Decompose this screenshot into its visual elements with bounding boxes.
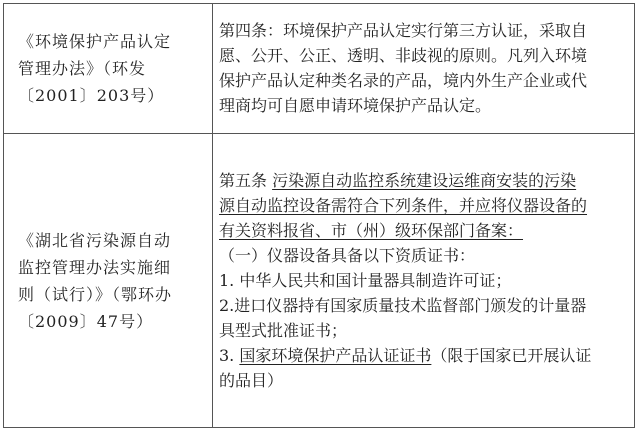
law-name-line: 《湖北省污染源自动 (18, 230, 172, 250)
underlined-text: 国家环境保护产品认证证书 (239, 345, 432, 365)
law-name-line: 则（试行）》（鄂环办 (18, 284, 173, 304)
article-line: 源自动监控设备需符合下列条件，并应将仪器设备的 (219, 195, 588, 215)
article-line (219, 168, 628, 193)
article-line: （一）仪器设备具备以下资质证书： (219, 245, 476, 265)
article-text: （限于国家已开展认证 (431, 345, 592, 365)
law-name-cell (4, 134, 213, 428)
article-line (219, 343, 628, 368)
article-line: 第四条：环境保护产品认定实行第三方认证，采取自 (219, 21, 588, 40)
table-row (4, 134, 635, 428)
article-line: 理商均可自愿申请环境保护产品认定。 (219, 96, 492, 115)
article-content-cell (213, 134, 635, 428)
law-name-line: 监控管理办法实施细 (18, 257, 172, 277)
article-number: 第五条 (219, 170, 273, 190)
regulation-table (3, 3, 635, 428)
article-line: 愿、公开、公正、透明、非歧视的原则。凡列入环境 (219, 46, 588, 65)
article-line: 1. 中华人民共和国计量器具制造许可证； (219, 270, 512, 290)
table-row (4, 4, 635, 134)
law-name-line: 〔2001〕203号） (18, 86, 165, 105)
article-line: 具型式批准证书； (219, 320, 348, 340)
law-name-cell (4, 4, 213, 134)
article-line: 2.进口仪器持有国家质量技术监督部门颁发的计量器 (219, 295, 587, 315)
law-name-line: 〔2009〕47号） (18, 311, 154, 331)
law-name-line: 《环境保护产品认定 (18, 32, 172, 51)
law-name-line: 管理办法》（环发 (18, 59, 147, 78)
article-line: 保护产品认定种类名录的产品，境内外生产企业或代 (219, 71, 588, 90)
underlined-text: 污染源自动监控系统建设运维商安装的污染 (272, 170, 577, 190)
item-number: 3. (219, 345, 240, 365)
article-line: 有关资料报省、市（州）级环保部门备案： (219, 220, 524, 240)
article-content-cell (213, 4, 635, 134)
article-line: 的品目） (219, 370, 284, 390)
